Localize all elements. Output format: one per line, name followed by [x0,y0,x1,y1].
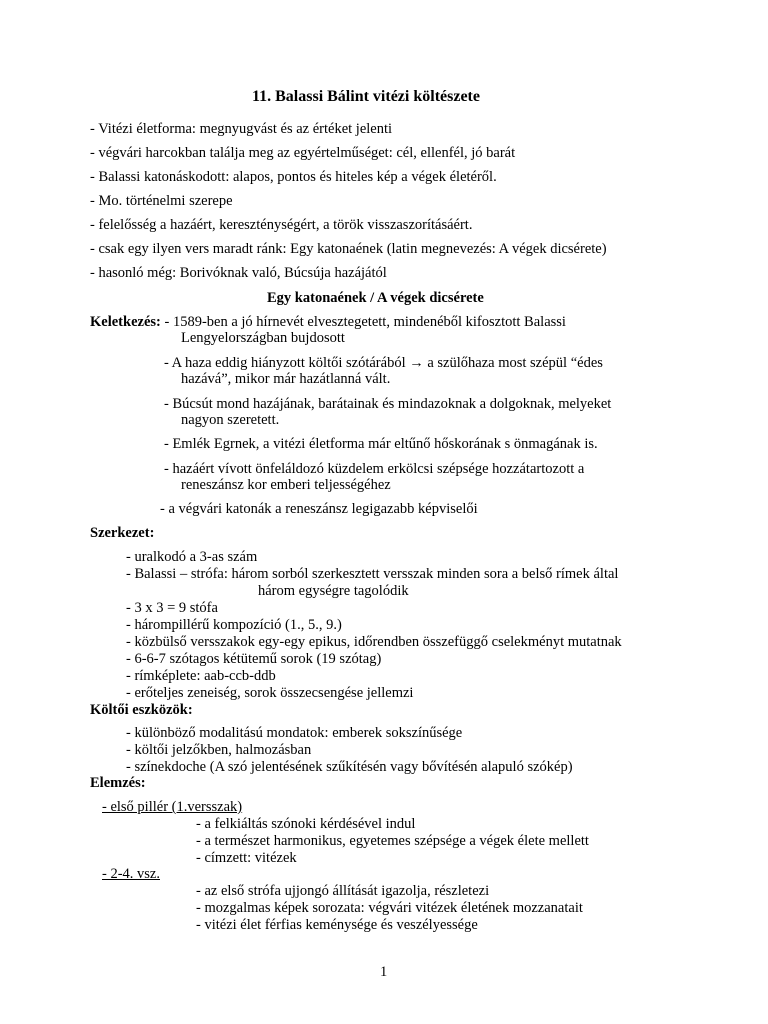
intro-line: - csak egy ilyen vers maradt ránk: Egy katonaének (latin megnevezés: A végek dicsérete) [90,241,607,257]
intro-line: - végvári harcokban találja meg az egyértelműséget: cél, ellenfél, jó barát [90,145,516,161]
elemzes-section-heading: - első pillér (1.versszak) [102,799,243,815]
szerkezet-item: - uralkodó a 3-as szám [126,549,258,565]
szerkezet-item: - közbülső versszakok egy-egy epikus, időrendben összefüggő cselekményt mutatnak [126,634,622,650]
intro-line: - felelősség a hazáért, kereszténységért, a török visszaszorításáért. [90,217,473,233]
intro-line: - hasonló még: Borivóknak való, Búcsúja hazájától [90,265,387,281]
keletkezes-item: - hazáért vívott önfeláldozó küzdelem erkölcsi szépsége hozzátartozott a [164,461,585,477]
keletkezes-line [90,314,566,331]
elemzes-item: - a természet harmonikus, egyetemes szépsége a végek élete mellett [196,833,589,849]
elemzes-section-heading: - 2-4. vsz. [102,866,160,882]
keletkezes-item-cont: nagyon szeretett. [181,412,280,428]
intro-line: - Balassi katonáskodott: alapos, pontos és hiteles kép a végek életéről. [90,169,497,185]
keletkezes-item: - Búcsút mond hazájának, barátainak és mindazoknak a dolgoknak, melyeket [164,396,612,412]
szerkezet-label: Szerkezet: [90,525,155,541]
elemzes-item: - az első strófa ujjongó állítását igazolja, részletezi [196,883,490,899]
szerkezet-item-cont: három egységre tagolódik [258,583,409,599]
keletkezes-first: - 1589-ben a jó hírnevét elvesztegetett, mindenéből kifosztott Balassi [160,314,566,330]
intro-line: - Vitézi életforma: megnyugvást és az értéket jelenti [90,121,393,137]
szerkezet-item: - rímképlete: aab-ccb-ddb [126,668,276,684]
eszkozok-item: - színekdoche (A szó jelentésének szűkítésén vagy bővítésén alapuló szókép) [126,759,573,775]
intro-line: - Mo. történelmi szerepe [90,193,233,209]
page-number: 1 [380,964,388,980]
szerkezet-item: - 3 x 3 = 9 stófa [126,600,218,616]
keletkezes-item: - Emlék Egrnek, a vitézi életforma már eltűnő hőskorának s önmagának is. [164,436,598,452]
elemzes-item: - vitézi élet férfias keménysége és veszélyessége [196,917,478,933]
keletkezes-item-cont: reneszánsz kor emberi teljességéhez [181,477,391,493]
elemzes-item: - mozgalmas képek sorozata: végvári vitézek életének mozzanatait [196,900,583,916]
keletkezes-item: - A haza eddig hiányzott költői szótárából → a szülőhaza most szépül “édes [164,355,603,371]
elemzes-item: - a felkiáltás szónoki kérdésével indul [196,816,416,832]
szerkezet-item: - erőteljes zeneiség, sorok összecsengése jellemzi [126,685,414,701]
keletkezes-first-cont: Lengyelországban bujdosott [181,330,345,346]
keletkezes-last: - a végvári katonák a reneszánsz legigazabb képviselői [160,501,478,517]
elemzes-label: Elemzés: [90,775,146,791]
elemzes-item: - címzett: vitézek [196,850,297,866]
eszkozok-label: Költői eszközök: [90,702,193,718]
keletkezes-label: Keletkezés: [90,314,161,330]
szerkezet-item: - 6-6-7 szótagos kétütemű sorok (19 szótag) [126,651,382,667]
eszkozok-item: - költői jelzőkben, halmozásban [126,742,312,758]
section-subtitle: Egy katonaének / A végek dicsérete [267,290,484,306]
szerkezet-item: - Balassi – strófa: három sorból szerkesztett versszak minden sora a belső rímek által [126,566,619,582]
szerkezet-item: - hárompillérű kompozíció (1., 5., 9.) [126,617,342,633]
eszkozok-item: - különböző modalitású mondatok: emberek sokszínűsége [126,725,463,741]
page-title: 11. Balassi Bálint vitézi költészete [252,88,480,105]
keletkezes-item-cont: hazává”, mikor már hazátlanná vált. [181,371,391,387]
